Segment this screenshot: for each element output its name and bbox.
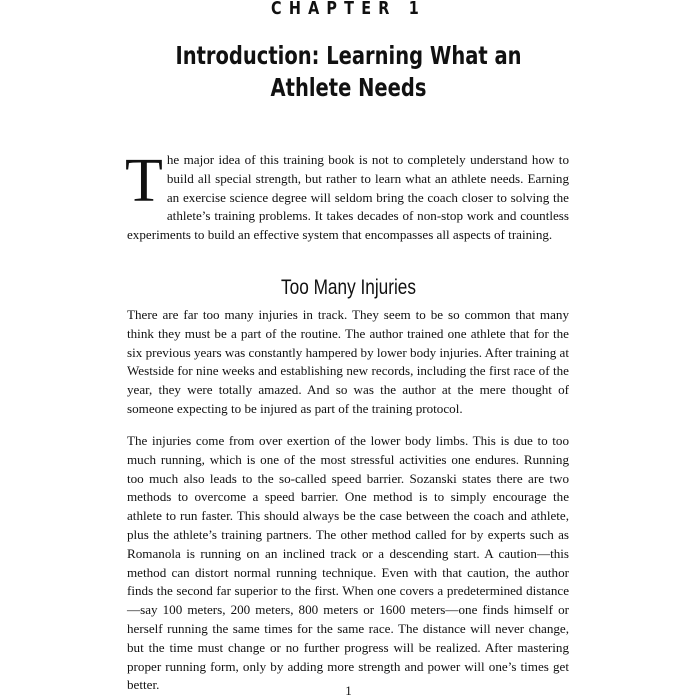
intro-text: he major idea of this training book is not to completely understand how to build all special strength, but rather to learn what an athlete needs. Earning an exercise science degree will seldom bring the coach closer to solving the athlete’s training problems. It takes decades of non-stop work and countless experiments to build an effective system that encompasses all aspects of training.: [127, 152, 569, 243]
drop-cap: T: [125, 147, 163, 215]
page-number: 1: [345, 683, 352, 698]
body-paragraph-1: There are far too many injuries in track. They seem to be so common that many think they must be a part of the routine. The author trained one athlete that for the six previous years was constantly hampered by lower body injuries. After training at Westside for nine weeks and establishing new records, including the first race of the year, they were totally amazed. And so was the author at the mere thought of someone expecting to be injured as part of the training protocol.: [127, 307, 569, 416]
section-heading: Too Many Injuries: [281, 276, 416, 299]
chapter-title: [77, 40, 621, 104]
body-paragraph-2: The injuries come from over exertion of the lower body limbs. This is due to too much running, which is one of the most stressful activities one endures. Running too much also leads to the so-called speed barrier. Sozanski states there are two methods to overcome a speed barrier. One method is to simply encourage the athlete to run faster. This should always be the case between the coach and athlete, plus the athlete’s training partners. The other method called for by experts such as Romanola is running on an inclined track or a descending start. A caution—this method can distort normal running technique. Even with that caution, the author finds the second far superior to the first. When one covers a predetermined distance—say 100 meters, 200 meters, 800 meters or 1600 meters—one finds himself or herself running the same times for the same race. The distance will never change, but the time must change or no further progress will be realized. After mastering proper running form, only by adding more strength and power will one’s times get better.: [127, 433, 569, 693]
chapter-title-line-2: Athlete Needs: [270, 73, 427, 102]
intro-paragraph: [125, 147, 569, 245]
chapter-title-line-1: Introduction: Learning What an: [175, 41, 522, 70]
chapter-label: CHAPTER 1: [271, 0, 426, 19]
